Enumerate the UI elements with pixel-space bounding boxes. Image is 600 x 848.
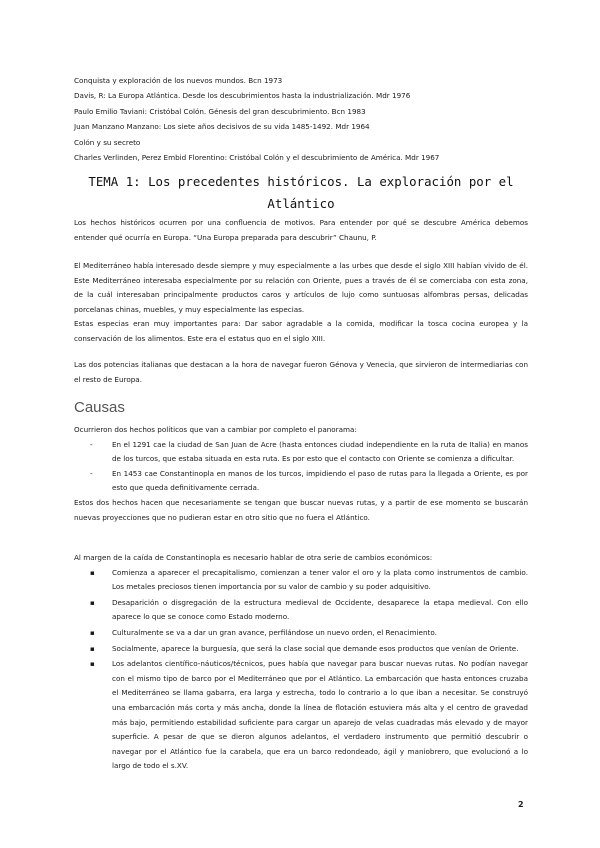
economic-block [74, 551, 528, 775]
reference-item: Conquista y exploración de los nuevos mundos. Bcn 1973 [74, 76, 283, 85]
page-number: 2 [518, 800, 524, 809]
reference-item: Paulo Emilio Taviani: Cristóbal Colón. Génesis del gran descubrimiento. Bcn 1983 [74, 106, 366, 116]
intro-block [74, 216, 528, 245]
list-item: ▪ Socialmente, aparece la burguesía, que será la clase social que demande esos productos que venían de Oriente. [74, 642, 528, 657]
paragraph: Ocurrieron dos hechos políticos que van a cambiar por completo el panorama: [74, 425, 357, 434]
paragraph: Las dos potencias italianas que destacan a la hora de navegar fueron Génova y Venecia, que sirvieron de intermediarias con el resto de Europa. [74, 360, 528, 384]
list-item: - En el 1291 cae la ciudad de San Juan de Acre (hasta entonces ciudad independiente en la ruta de Italia) en manos de los turcos, que estaba situada en esta ruta. Es por esto que el contacto con Oriente se comienza a dificultar. [74, 438, 528, 467]
paragraph: Al margen de la caída de Constantinopla es necesario hablar de otra serie de cambios económicos: [74, 553, 433, 562]
paragraph: El Mediterráneo había interesado desde siempre y muy especialmente a las urbes que desde el siglo XIII habían vivido de él. Este Mediterráneo interesaba especialmente por su relación con Oriente, pues a través de él se comerciaba con esta zona, de la cuál interesaban principalmente productos caros y artículos de lujo como suntuosas alfombras persas, delicadas porcelanas chinas, muebles, y muy especialmente las especias. [74, 261, 528, 314]
references-list [74, 73, 544, 165]
causes-list [74, 438, 528, 496]
reference-item: Davis, R: La Europa Atlántica. Desde los descubrimientos hasta la industrialización. Mdr 1976 [74, 91, 411, 101]
paragraph: Estos dos hechos hacen que necesariamente se tengan que buscar nuevas rutas, y a partir de ese momento se buscarán nuevas proyecciones que no pudieran estar en otro sitio que no fuera el Atlántico. [74, 497, 528, 522]
section-heading: Causas [74, 399, 125, 416]
chapter-title: TEMA 1: Los precedentes históricos. La exploración por el Atlántico [88, 174, 514, 211]
italy-block [74, 358, 528, 387]
reference-item: Colón y su secreto [74, 137, 141, 147]
reference-item: Charles Verlinden, Perez Embid Florentino: Cristóbal Colón y el descubrimiento de América. Mdr 1967 [74, 153, 440, 163]
reference-item: Juan Manzano Manzano: Los siete años decisivos de su vida 1485-1492. Mdr 1964 [74, 122, 370, 132]
list-item: - En 1453 cae Constantinopla en manos de los turcos, impidiendo el paso de rutas para la llegada a Oriente, es por esto que queda definitivamente cerrada. [74, 467, 528, 496]
economic-list [74, 566, 528, 774]
list-item: ▪ Los adelantos científico-náuticos/técnicos, pues había que navegar para buscar nuevas rutas. No podían navegar con el mismo tipo de barco por el Mediterráneo que por el Atlántico. La embarcación que hasta entonces cruzaba el Mediterráneo se llama gabarra, era larga y estrecha, todo lo contrario a lo que iban a necesitar. Se construyó una embarcación más corta y más ancha, donde la línea de flotación estuviera más alta y el centro de gravedad más bajo, permitiendo estabilidad suficiente para cargar un aparejo de velas cuadradas más elevado y de mayor superficie. A pesar de que se dieron algunos adelantos, el verdadero instrumento que permitió descubrir o navegar por el Atlántico fue la carabela, que era un barco redondeado, ágil y maniobrero, que evolucionó a lo largo de todo el s.XV. [74, 657, 528, 774]
list-item: ▪ Culturalmente se va a dar un gran avance, perfilándose un nuevo orden, el Renacimiento. [74, 626, 528, 641]
paragraph: Estas especias eran muy importantes para: Dar sabor agradable a la comida, modificar la tosca cocina europea y la conservación de los alimentos. Este era el estatus quo en el siglo XIII. [74, 319, 528, 343]
intro-paragraph: Los hechos históricos ocurren por una confluencia de motivos. Para entender por qué se descubre América debemos entender qué ocurría en Europa. “Una Europa preparada para descubrir” Chaunu, P. [74, 218, 528, 242]
mediterranean-block [74, 259, 528, 347]
causes-block [74, 423, 528, 525]
list-item: ▪ Comienza a aparecer el precapitalismo, comienzan a tener valor el oro y la plata como instrumentos de cambio. Los metales preciosos tienen importancia por su valor de cambio y su poder adquisitivo. [74, 566, 528, 595]
list-item: ▪ Desaparición o disgregación de la estructura medieval de Occidente, desaparece la etapa medieval. Con ello aparece lo que se conoce como Estado moderno. [74, 596, 528, 625]
